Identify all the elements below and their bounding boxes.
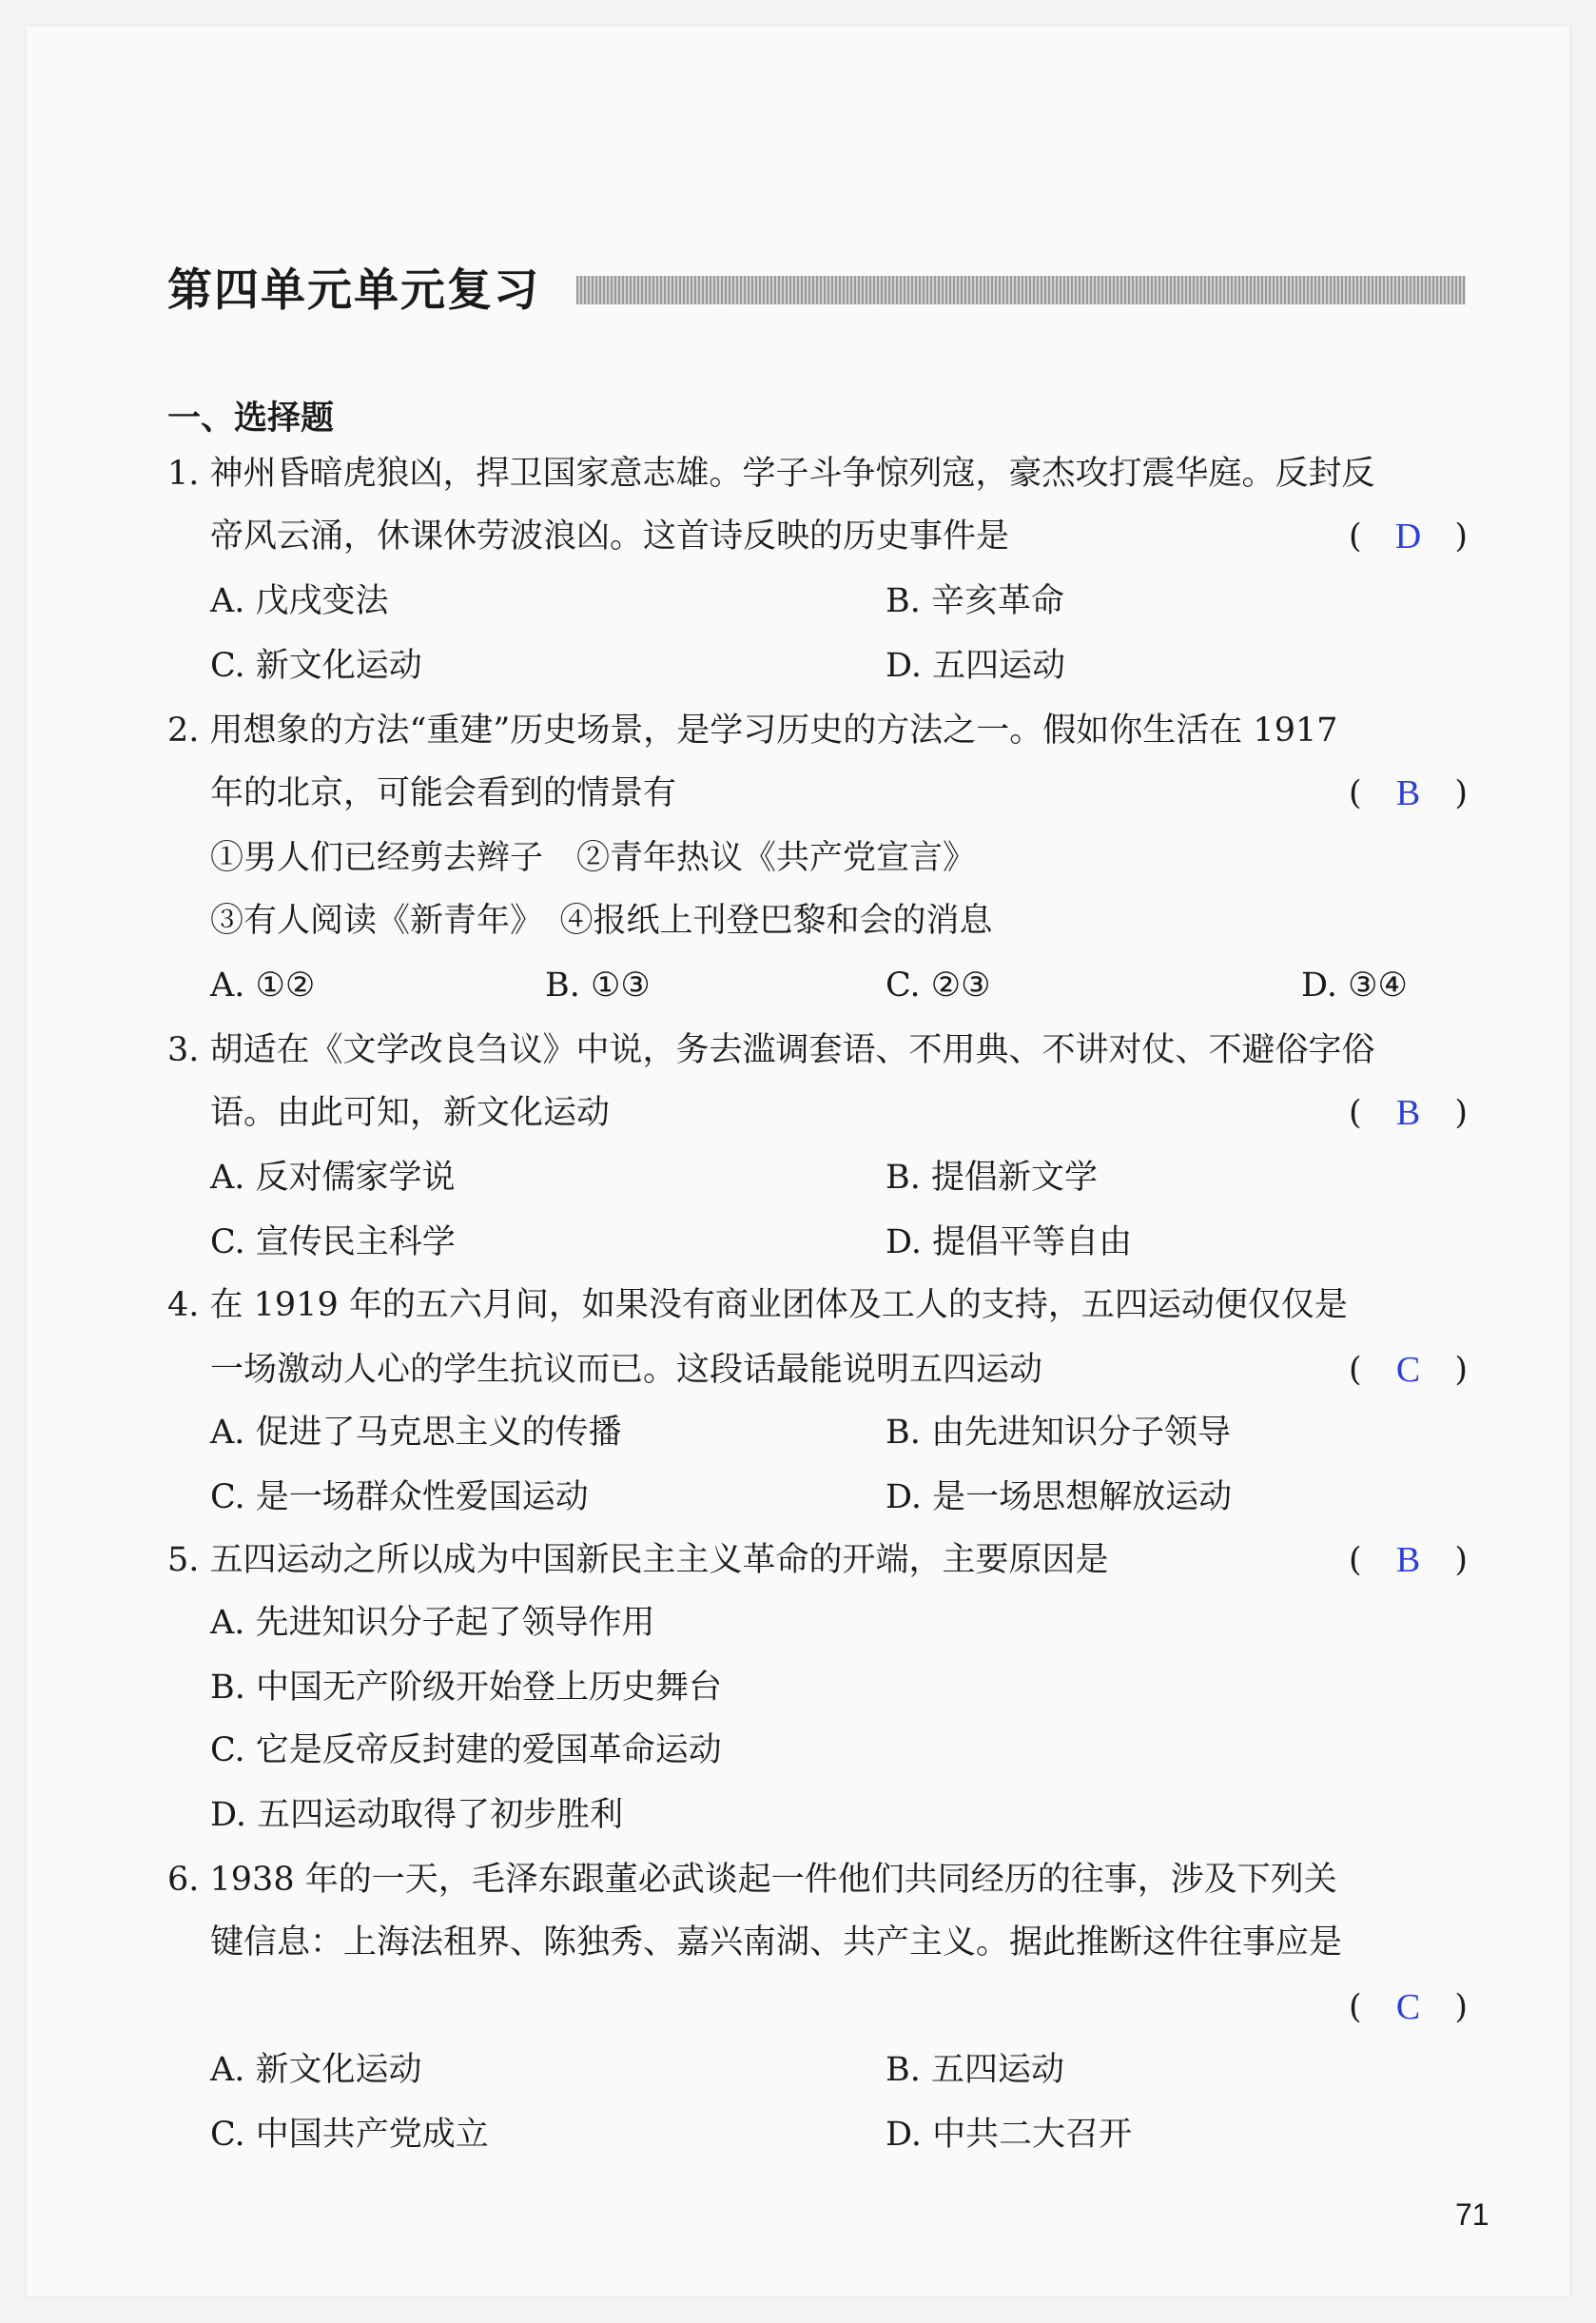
bracket-right: ): [1454, 517, 1468, 556]
q6-stem-line-1: 6. 1938 年的一天，毛泽东跟董必武谈起一件他们共同经历的往事，涉及下列关: [167, 1861, 1337, 1899]
bracket-left: (: [1349, 1541, 1362, 1579]
q5-option-b: B. 中国无产阶级开始登上历史舞台: [210, 1669, 722, 1707]
title-decoration-bar: [576, 276, 1466, 304]
workbook-page: [27, 27, 1569, 2296]
bracket-left: (: [1349, 774, 1362, 812]
bracket-left: (: [1349, 1094, 1362, 1132]
q3-stem-line-1: 3. 胡适在《文学改良刍议》中说，务去滥调套语、不用典、不讲对仗、不避俗字俗: [167, 1031, 1375, 1069]
q3-option-c: C. 宣传民主科学: [210, 1223, 456, 1261]
q6-option-d: D. 中共二大召开: [886, 2116, 1133, 2154]
q6-option-c: C. 中国共产党成立: [210, 2116, 489, 2154]
q4-option-b: B. 由先进知识分子领导: [886, 1414, 1231, 1452]
page-title: 第四单元单元复习: [167, 264, 540, 317]
q3-stem-line-2: 语。由此可知，新文化运动: [210, 1094, 611, 1132]
q3-option-a: A. 反对儒家学说: [210, 1159, 456, 1197]
q3-option-b: B. 提倡新文学: [886, 1159, 1098, 1197]
q3-option-d: D. 提倡平等自由: [886, 1223, 1133, 1261]
q3-answer: B: [1395, 1093, 1421, 1133]
q2-statement-1: ①男人们已经剪去辫子 ②青年热议《共产党宣言》: [210, 839, 977, 877]
unit-header: [167, 263, 1466, 320]
q2-stem-line-2: 年的北京，可能会看到的情景有: [210, 774, 677, 812]
q1-stem-line-2: 帝风云涌，休课休劳波浪凶。这首诗反映的历史事件是: [210, 517, 1010, 556]
q6-answer: C: [1395, 1987, 1421, 2027]
q6-option-b: B. 五四运动: [886, 2051, 1064, 2089]
q1-answer: D: [1394, 517, 1422, 556]
q5-option-c: C. 它是反帝反封建的爱国革命运动: [210, 1731, 722, 1769]
q4-stem-line-1: 4. 在 1919 年的五六月间，如果没有商业团体及工人的支持，五四运动便仅仅是: [167, 1286, 1348, 1324]
q5-answer: B: [1395, 1540, 1421, 1580]
q2-option-c: C. ②③: [886, 966, 991, 1005]
q4-answer: C: [1395, 1350, 1421, 1390]
q2-answer: B: [1395, 773, 1421, 813]
page-number: 71: [1455, 2197, 1489, 2232]
q2-option-b: B. ①③: [545, 966, 651, 1005]
q1-option-c: C. 新文化运动: [210, 647, 422, 685]
bracket-right: ): [1454, 1351, 1468, 1389]
q5-stem-line-1: 5. 五四运动之所以成为中国新民主主义革命的开端，主要原因是: [167, 1541, 1109, 1579]
q2-option-a: A. ①②: [210, 966, 316, 1005]
q6-option-a: A. 新文化运动: [210, 2051, 422, 2089]
q1-option-d: D. 五四运动: [886, 647, 1066, 685]
q2-option-d: D. ③④: [1301, 966, 1408, 1005]
q4-option-c: C. 是一场群众性爱国运动: [210, 1478, 589, 1516]
q6-stem-line-2: 键信息：上海法租界、陈独秀、嘉兴南湖、共产主义。据此推断这件往事应是: [210, 1923, 1343, 1962]
q5-option-d: D. 五四运动取得了初步胜利: [210, 1796, 624, 1834]
bracket-left: (: [1349, 1988, 1362, 2026]
q2-statement-2: ③有人阅读《新青年》 ④报纸上刊登巴黎和会的消息: [210, 902, 993, 940]
bracket-left: (: [1349, 1351, 1362, 1389]
q1-option-b: B. 辛亥革命: [886, 582, 1064, 620]
bracket-left: (: [1349, 517, 1362, 556]
q1-stem-line-1: 1. 神州昏暗虎狼凶，捍卫国家意志雄。学子斗争惊列寇，豪杰攻打震华庭。反封反: [167, 455, 1375, 493]
q4-stem-line-2: 一场激动人心的学生抗议而已。这段话最能说明五四运动: [210, 1351, 1043, 1389]
q5-option-a: A. 先进知识分子起了领导作用: [210, 1604, 655, 1642]
section-heading: 一、选择题: [167, 400, 335, 438]
bracket-right: ): [1454, 1094, 1468, 1132]
bracket-right: ): [1454, 1988, 1468, 2026]
q1-option-a: A. 戊戌变法: [210, 582, 389, 620]
bracket-right: ): [1454, 774, 1468, 812]
q4-option-d: D. 是一场思想解放运动: [886, 1478, 1233, 1516]
q2-stem-line-1: 2. 用想象的方法“重建”历史场景，是学习历史的方法之一。假如你生活在 1917: [167, 712, 1338, 750]
bracket-right: ): [1454, 1541, 1468, 1579]
q4-option-a: A. 促进了马克思主义的传播: [210, 1414, 622, 1452]
